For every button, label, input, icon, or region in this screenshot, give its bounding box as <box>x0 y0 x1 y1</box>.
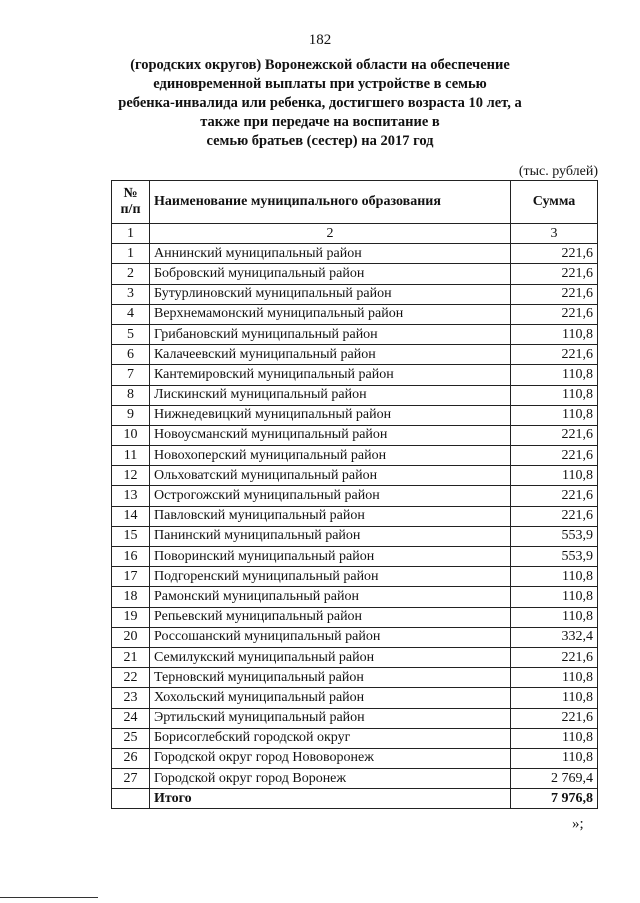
municipality-name: Острогожский муниципальный район <box>150 486 511 506</box>
row-sum: 221,6 <box>511 506 598 526</box>
municipality-name: Новохоперский муниципальный район <box>150 446 511 466</box>
row-sum: 110,8 <box>511 567 598 587</box>
row-number: 20 <box>112 627 150 647</box>
row-number: 13 <box>112 486 150 506</box>
table-row <box>112 446 598 466</box>
row-number: 6 <box>112 345 150 365</box>
municipality-name: Борисоглебский городской округ <box>150 728 511 748</box>
header-num: № п/п <box>112 181 150 224</box>
row-sum: 221,6 <box>511 486 598 506</box>
row-sum: 2 769,4 <box>511 769 598 789</box>
municipality-name: Эртильский муниципальный район <box>150 708 511 728</box>
units-label: (тыс. рублей) <box>518 164 598 179</box>
total-num-cell <box>112 789 150 809</box>
row-number: 11 <box>112 446 150 466</box>
row-sum: 110,8 <box>511 668 598 688</box>
table-row <box>112 728 598 748</box>
municipality-name: Поворинский муниципальный район <box>150 547 511 567</box>
row-sum: 221,6 <box>511 304 598 324</box>
municipality-name: Калачеевский муниципальный район <box>150 345 511 365</box>
column-number: 3 <box>511 224 598 244</box>
municipality-name: Павловский муниципальный район <box>150 506 511 526</box>
title-line: ребенка-инвалида или ребенка, достигшего возраста 10 лет, а <box>118 95 522 111</box>
row-sum: 553,9 <box>511 547 598 567</box>
row-number: 21 <box>112 647 150 667</box>
table-row <box>112 526 598 546</box>
municipality-name: Городской округ город Воронеж <box>150 769 511 789</box>
table-row <box>112 405 598 425</box>
title-line: единовременной выплаты при устройстве в семью <box>153 76 487 92</box>
title-line: семью братьев (сестер) на 2017 год <box>206 133 434 149</box>
row-number: 26 <box>112 748 150 768</box>
table-row <box>112 627 598 647</box>
title-line: (городских округов) Воронежской области на обеспечение <box>130 57 510 73</box>
row-sum: 110,8 <box>511 587 598 607</box>
table-row <box>112 345 598 365</box>
table-body <box>112 224 598 789</box>
row-sum: 221,6 <box>511 244 598 264</box>
row-number: 7 <box>112 365 150 385</box>
document-title <box>100 56 540 151</box>
table-row <box>112 425 598 445</box>
municipality-name: Россошанский муниципальный район <box>150 627 511 647</box>
row-number: 19 <box>112 607 150 627</box>
table-row <box>112 385 598 405</box>
table-row <box>112 748 598 768</box>
total-row <box>112 789 598 809</box>
column-number: 2 <box>150 224 511 244</box>
row-number: 25 <box>112 728 150 748</box>
municipality-name: Рамонский муниципальный район <box>150 587 511 607</box>
table-row <box>112 466 598 486</box>
municipality-name: Бобровский муниципальный район <box>150 264 511 284</box>
table-row <box>112 284 598 304</box>
row-number: 17 <box>112 567 150 587</box>
municipality-name: Подгоренский муниципальный район <box>150 567 511 587</box>
page-number: 182 <box>308 32 332 48</box>
municipality-name: Бутурлиновский муниципальный район <box>150 284 511 304</box>
row-number: 22 <box>112 668 150 688</box>
row-number: 9 <box>112 405 150 425</box>
row-number: 15 <box>112 526 150 546</box>
municipality-name: Городской округ город Нововоронеж <box>150 748 511 768</box>
footer-divider <box>0 897 98 898</box>
row-number: 5 <box>112 324 150 344</box>
municipality-name: Панинский муниципальный район <box>150 526 511 546</box>
table-row <box>112 769 598 789</box>
table-row <box>112 547 598 567</box>
table-row <box>112 506 598 526</box>
table-row <box>112 688 598 708</box>
row-sum: 221,6 <box>511 647 598 667</box>
row-number: 27 <box>112 769 150 789</box>
header-sum: Сумма <box>511 181 598 224</box>
row-sum: 221,6 <box>511 264 598 284</box>
row-number: 4 <box>112 304 150 324</box>
row-number: 14 <box>112 506 150 526</box>
table-row <box>112 567 598 587</box>
municipality-name: Терновский муниципальный район <box>150 668 511 688</box>
row-sum: 110,8 <box>511 688 598 708</box>
row-sum: 110,8 <box>511 748 598 768</box>
municipality-name: Хохольский муниципальный район <box>150 688 511 708</box>
row-number: 3 <box>112 284 150 304</box>
table-row <box>112 668 598 688</box>
total-sum: 7 976,8 <box>511 789 598 809</box>
row-number: 24 <box>112 708 150 728</box>
table-row <box>112 486 598 506</box>
row-sum: 110,8 <box>511 405 598 425</box>
row-sum: 110,8 <box>511 324 598 344</box>
total-label: Итого <box>150 789 511 809</box>
row-sum: 553,9 <box>511 526 598 546</box>
row-sum: 332,4 <box>511 627 598 647</box>
table-row <box>112 607 598 627</box>
municipality-name: Кантемировский муниципальный район <box>150 365 511 385</box>
column-number-row <box>112 224 598 244</box>
municipality-name: Лискинский муниципальный район <box>150 385 511 405</box>
municipality-name: Новоусманский муниципальный район <box>150 425 511 445</box>
row-sum: 110,8 <box>511 466 598 486</box>
title-line: также при передаче на воспитание в <box>200 114 440 130</box>
table-row <box>112 304 598 324</box>
municipality-name: Грибановский муниципальный район <box>150 324 511 344</box>
row-sum: 110,8 <box>511 728 598 748</box>
row-number: 16 <box>112 547 150 567</box>
table-row <box>112 647 598 667</box>
municipality-name: Репьевский муниципальный район <box>150 607 511 627</box>
row-sum: 221,6 <box>511 446 598 466</box>
municipality-name: Ольховатский муниципальный район <box>150 466 511 486</box>
row-number: 1 <box>112 244 150 264</box>
municipality-name: Аннинский муниципальный район <box>150 244 511 264</box>
column-number: 1 <box>112 224 150 244</box>
table-row <box>112 244 598 264</box>
table-row <box>112 324 598 344</box>
row-sum: 221,6 <box>511 284 598 304</box>
row-number: 23 <box>112 688 150 708</box>
row-number: 18 <box>112 587 150 607</box>
row-sum: 110,8 <box>511 607 598 627</box>
table-header-row <box>112 181 598 224</box>
allocation-table <box>111 180 598 809</box>
row-sum: 221,6 <box>511 425 598 445</box>
row-sum: 110,8 <box>511 385 598 405</box>
table-row <box>112 587 598 607</box>
closing-quote: »; <box>572 816 584 832</box>
row-sum: 110,8 <box>511 365 598 385</box>
row-number: 2 <box>112 264 150 284</box>
row-number: 12 <box>112 466 150 486</box>
row-sum: 221,6 <box>511 708 598 728</box>
municipality-name: Семилукский муниципальный район <box>150 647 511 667</box>
table-row <box>112 365 598 385</box>
header-name: Наименование муниципального образования <box>150 181 511 224</box>
row-number: 8 <box>112 385 150 405</box>
municipality-name: Верхнемамонский муниципальный район <box>150 304 511 324</box>
table-row <box>112 708 598 728</box>
row-sum: 221,6 <box>511 345 598 365</box>
table-row <box>112 264 598 284</box>
municipality-name: Нижнедевицкий муниципальный район <box>150 405 511 425</box>
row-number: 10 <box>112 425 150 445</box>
